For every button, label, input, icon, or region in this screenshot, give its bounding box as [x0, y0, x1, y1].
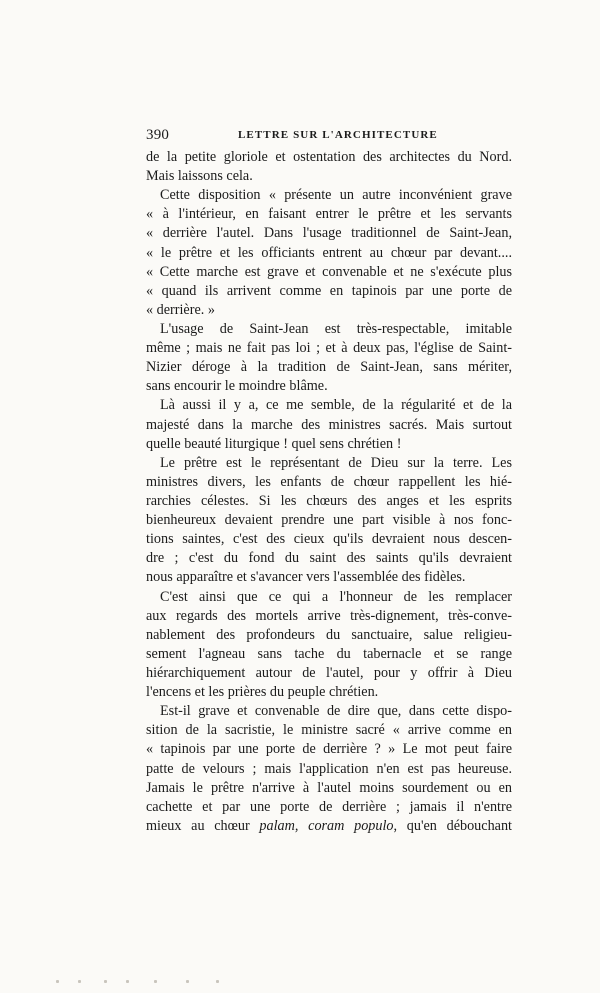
body-text [146, 148, 512, 836]
paragraph-5 [146, 454, 512, 588]
text-fragment: mieux au chœur [146, 817, 260, 834]
scan-dot [126, 980, 129, 983]
text-line: L'usage de Saint-Jean est très-respectable, imitable [160, 320, 512, 337]
text-line: nous apparaître et s'avancer vers l'assemblée des fidèles. [146, 569, 466, 586]
text-line: « derrière l'autel. Dans l'usage traditionnel de Saint-Jean, [146, 225, 512, 242]
text-line: rarchies célestes. Si les chœurs des anges et les esprits [146, 492, 512, 509]
paragraph-3 [146, 320, 512, 396]
text-line: même ; mais ne fait pas loi ; et à deux pas, l'église de Saint- [146, 340, 512, 357]
text-line: patte de velours ; mais l'application n'en est pas heureuse. [146, 760, 512, 777]
text-line: Est-il grave et convenable de dire que, dans cette dispo- [160, 703, 512, 720]
text-line: sition de la sacristie, le ministre sacré « arrive comme en [146, 722, 512, 739]
text-line: tions saintes, c'est des cieux qu'ils devraient nous descen- [146, 531, 512, 548]
text-line: aux regards des mortels arrive très-dignement, très-conve- [146, 607, 512, 624]
text-line: Mais laissons cela. [146, 168, 253, 185]
text-line: Cette disposition « présente un autre inconvénient grave [160, 187, 512, 204]
text-line: quelle beauté liturgique ! quel sens chrétien ! [146, 435, 402, 452]
running-title: LETTRE SUR L'ARCHITECTURE [238, 129, 438, 141]
text-line: « derrière. » [146, 301, 215, 318]
text-line: sans encourir le moindre blâme. [146, 378, 328, 395]
text-line: sement l'agneau sans tache du tabernacle et se range [146, 645, 512, 662]
text-fragment: , qu'en débouchant [393, 817, 512, 834]
text-line: « à l'intérieur, en faisant entrer le prêtre et les servants [146, 206, 512, 223]
running-head [146, 127, 510, 147]
paragraph-6 [146, 588, 512, 703]
text-line: Le prêtre est le représentant de Dieu sur la terre. Les [160, 454, 512, 471]
text-line: dre ; c'est du fond du saint des saints qu'ils devraient [146, 550, 512, 567]
scan-dot [216, 980, 219, 983]
paragraph-4 [146, 396, 512, 453]
text-line: Jamais le prêtre n'arrive à l'autel moins sourdement ou en [146, 779, 512, 796]
text-line: « le prêtre et les officiants entrent au chœur par devant.... [146, 244, 512, 261]
text-line: Nizier déroge à la tradition de Saint-Jean, sans mériter, [146, 359, 512, 376]
text-line: bienheureux devaient prendre une part visible à nos fonc- [146, 512, 512, 529]
text-line: nablement des profondeurs du sanctuaire, salue religieu- [146, 626, 512, 643]
scan-dot [56, 980, 59, 983]
text-line: Là aussi il y a, ce me semble, de la régularité et de la [160, 397, 512, 414]
text-line: hiérarchiquement autour de l'autel, pour y offrir à Dieu [146, 664, 512, 681]
paragraph-1 [146, 148, 512, 186]
paragraph-2 [146, 186, 512, 320]
scan-dot [186, 980, 189, 983]
text-line: majesté dans la marche des ministres sacrés. Mais surtout [146, 416, 512, 433]
scan-artifact-marks [56, 980, 316, 984]
scan-dot [104, 980, 107, 983]
text-line: C'est ainsi que ce qui a l'honneur de les remplacer [160, 588, 512, 605]
text-line: cachette et par une porte de derrière ; jamais il n'entre [146, 798, 512, 815]
text-line: l'encens et les prières du peuple chrétien. [146, 684, 379, 701]
text-line: de la petite gloriole et ostentation des architectes du Nord. [146, 149, 512, 165]
page-number: 390 [146, 127, 170, 143]
latin-phrase: palam, coram populo [259, 817, 394, 834]
text-line: « tapinois par une porte de derrière ? » Le mot peut faire [146, 741, 512, 758]
text-line: ministres divers, les enfants de chœur rappellent les hié- [146, 473, 512, 490]
scan-dot [78, 980, 81, 983]
text-line: « quand ils arrivent comme en tapinois par une porte de [146, 282, 512, 299]
paragraph-7 [146, 702, 512, 836]
text-line-with-italic [146, 817, 512, 836]
text-line: « Cette marche est grave et convenable et ne s'exécute plus [146, 263, 512, 280]
scan-dot [154, 980, 157, 983]
